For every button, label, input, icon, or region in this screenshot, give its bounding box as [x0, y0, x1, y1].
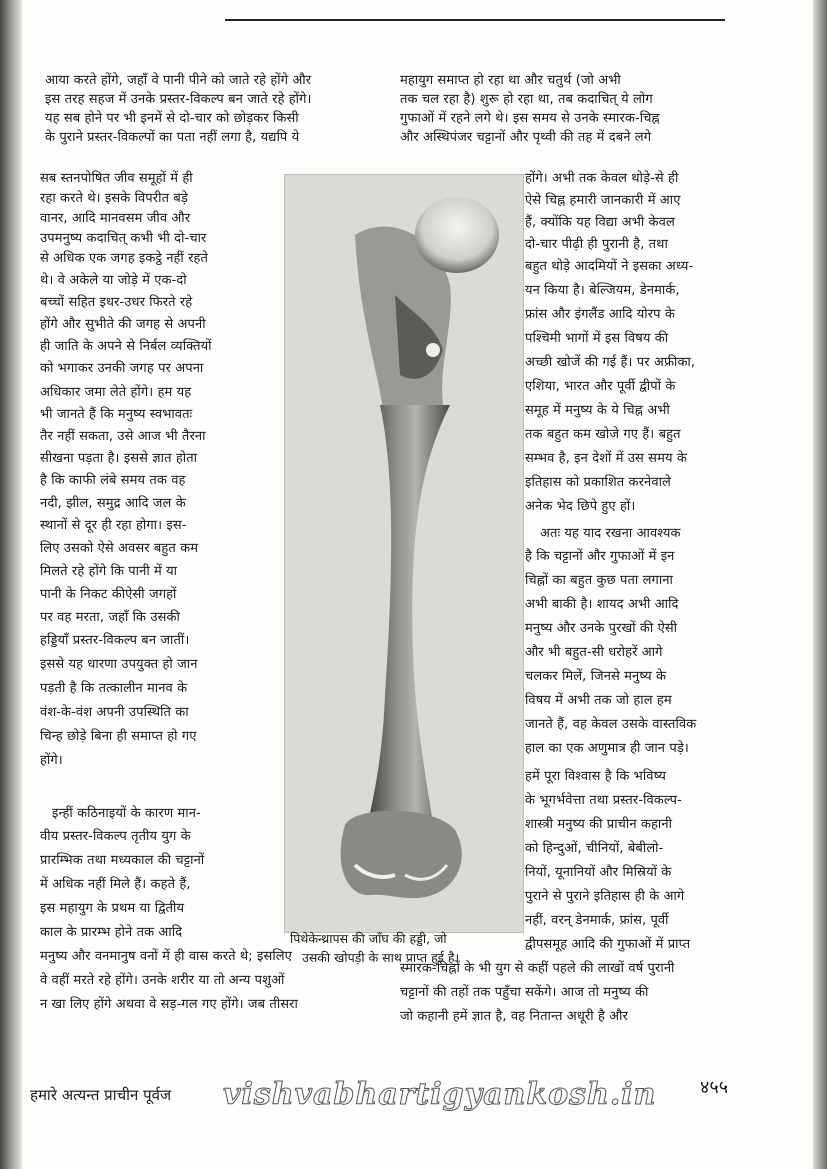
text-line: अधिकार जमा लेते होंगे। हम यह [40, 385, 192, 400]
text-line: लिए उसको ऐसे अवसर बहुत कम [40, 541, 199, 556]
text-line: चलकर मिलें, जिनसे मनुष्य के [525, 669, 667, 684]
text-line: महायुग समाप्त हो रहा था और चतुर्थ (जो अभी [400, 73, 621, 88]
text-line: नहीं, वरन् डेनमार्क, फ्रांस, पूर्वी [525, 913, 669, 928]
text-line: और अस्थिपंजर चट्टानों और पृथ्वी की तह में दबने लगे [400, 130, 652, 145]
text-line: इतिहास को प्रकाशित करनेवाले [525, 475, 671, 490]
text-line: अभी बाकी है। शायद अभी आदि [525, 597, 679, 612]
text-line: यह सब होने पर भी इनमें से दो-चार को छोड़कर किसी [45, 111, 299, 126]
text-line: है कि काफी लंबे समय तक वह [40, 473, 186, 488]
text-line: अतः यह याद रखना आवश्यक [540, 526, 681, 541]
text-line: ऐसे चिह्न हमारी जानकारी में आए [525, 193, 681, 208]
figure-caption-line: पिथेकेन्थ्रापस की जाँघ की हड्डी, जो [290, 931, 447, 946]
text-line: सम्भव है, इन देशों में उस समय के [525, 451, 687, 466]
text-line: पड़ती है कि तत्कालीन मानव के [40, 681, 188, 696]
text-line: तक बहुत कम खोजे गए हैं। बहुत [525, 427, 681, 442]
text-line: चिन्ह छोड़े बिना ही समाप्त हो गए [40, 729, 197, 744]
text-line: इन्हीं कठिनाइयों के कारण मान- [52, 806, 201, 821]
text-line: मनुष्य और उनके पुरखों की ऐसी [525, 621, 678, 636]
text-line: चट्टानों की तहों तक पहुँचा सकेंगे। आज तो मनुष्य की [400, 985, 649, 1000]
text-line: समूह में मनुष्य के ये चिह्न अभी [525, 403, 670, 418]
text-line: विषय में अभी तक जो हाल हम [525, 693, 672, 708]
text-line: और भी बहुत-सी धरोहरें आगे [525, 645, 663, 660]
text-line: मिलते रहे होंगे कि पानी में या [40, 564, 178, 579]
text-line: उपमनुष्य कदाचित् कभी भी दो-चार [40, 231, 207, 246]
text-line: शास्त्री मनुष्य की प्राचीन कहानी [525, 817, 673, 832]
text-line: बहुत थोड़े आदमियों ने इसका अध्य- [525, 259, 694, 274]
text-line: जो कहानी हमें ज्ञात है, वह नितान्त अधूरी है और [400, 1009, 628, 1024]
text-line: एशिया, भारत और पूर्वी द्वीपों के [525, 379, 676, 394]
text-line: आया करते होंगे, जहाँ वे पानी पीने को जाते रहे होंगे और [45, 73, 312, 88]
top-rule [225, 19, 725, 21]
text-line: होंगे। [40, 753, 63, 768]
text-line: पश्चिमी भागों में इस विषय की [525, 331, 669, 346]
text-line: प्रारम्भिक तथा मध्यकाल की चट्टानों [40, 853, 205, 868]
text-line: मनुष्य और वनमानुष वनों में ही वास करते थे; इसलिए [40, 949, 292, 964]
text-line: नदी, झील, समुद्र आदि जल के [40, 496, 186, 511]
text-line: पानी के निकट कीऐसी जगहों [40, 587, 177, 602]
text-line: वे वहीं मरते रहे होंगे। उनके शरीर या तो अन्य पशुओं [40, 973, 285, 988]
text-line: भी जानते हैं कि मनुष्य स्वभावतः [40, 407, 193, 422]
text-line: चिह्नों का बहुत कुछ पता लगाना [525, 573, 673, 588]
text-line: तक चल रहा है) शुरू हो रहा था, तब कदाचित् ये लोग [400, 92, 653, 107]
text-line: के पुराने प्रस्तर-विकल्पों का पता नहीं लगा है, यद्यपि ये [45, 130, 300, 145]
femur-bone-icon [285, 175, 523, 932]
text-line: काल के प्रारम्भ होने तक आदि [40, 925, 183, 940]
text-line: स्थानों से दूर ही रहा होगा। इस- [40, 518, 187, 533]
text-line: अच्छी खोजें की गई हैं। पर अफ्रीका, [525, 355, 696, 370]
text-line: स्मारक-चिह्नों के भी युग से कहीं पहले की लाखों वर्ष पुरानी [400, 961, 675, 976]
text-line: को भगाकर उनकी जगह पर अपना [40, 361, 204, 376]
watermark: vishvabhartigyankosh.in [223, 1077, 657, 1112]
femur-bone-figure [284, 174, 524, 933]
text-line: गुफाओं में रहने लगे थे। इस समय से उनके स्मारक-चिह्न [400, 111, 660, 126]
text-line: सीखना पड़ता है। इससे ज्ञात होता [40, 451, 198, 466]
running-title: हमारे अत्यन्त प्राचीन पूर्वज [30, 1086, 172, 1104]
text-line: दो-चार पीढ़ी ही पुरानी है, तथा [525, 237, 668, 252]
text-line: वंश-के-वंश अपनी उपस्थिति का [40, 705, 189, 720]
text-line: जानते हैं, वह केवल उसके वास्तविक [525, 717, 697, 732]
text-line: द्वीपसमूह आदि की गुफाओं में प्राप्त [525, 937, 691, 952]
text-line: पुराने से पुराने इतिहास ही के आगे [525, 889, 685, 904]
text-line: पर वह मरता, जहाँ कि उसकी [40, 610, 180, 625]
text-line: से अधिक एक जगह इकट्ठे नहीं रहते [40, 251, 209, 266]
text-line: के भूगर्भवेत्ता तथा प्रस्तर-विकल्प- [525, 793, 682, 808]
text-line: इस तरह सहज में उनके प्रस्तर-विकल्प बन जाते रहे होंगे। [45, 92, 312, 107]
text-line: अनेक भेद छिपे हुए हों। [525, 499, 636, 514]
text-line: रहा करते थे। इसके विपरीत बड़े [40, 191, 188, 206]
text-line: हैं, क्योंकि यह विद्या अभी केवल [525, 215, 675, 230]
scan-page-edge-left [0, 0, 22, 1169]
text-line: होंगे। अभी तक केवल थोड़े-से ही [525, 171, 679, 186]
text-line: थे। वे अकेले या जोड़े में एक-दो [40, 273, 187, 288]
text-line: नियों, यूनानियों और मिस्रियों के [525, 865, 672, 880]
text-line: सब स्तनपोषित जीव समूहों में ही [40, 171, 193, 186]
text-line: वानर, आदि मानवसम जीव और [40, 211, 191, 226]
text-line: हमें पूरा विश्वास है कि भविष्य [525, 769, 666, 784]
text-line: हड्डियाँ प्रस्तर-विकल्प बन जातीं। [40, 633, 190, 648]
text-line: वीय प्रस्तर-विकल्प तृतीय युग के [40, 829, 191, 844]
text-line: है कि चट्टानों और गुफाओं में इन [525, 549, 675, 564]
text-line: ही जाति के अपने से निर्बल व्यक्तियों [40, 339, 212, 354]
text-line: हाल का एक अणुमात्र ही जान पड़े। [525, 741, 689, 756]
page-number: ४५५ [700, 1077, 729, 1098]
text-line: बच्चों सहित इधर-उधर फिरते रहे [40, 295, 193, 310]
figure-caption-line: उसकी खोपड़ी के साथ प्राप्त हुई है। [302, 950, 460, 965]
text-line: न खा लिए होंगे अथवा वे सड़-गल गए होंगे। जब तीसरा [40, 997, 298, 1012]
text-line: फ्रांस और इंगलैंड आदि योरप के [525, 307, 675, 322]
scan-page-edge-right [813, 0, 827, 1169]
text-line: को हिन्दुओं, चीनियों, बेबीलो- [525, 841, 664, 856]
text-line: तैर नहीं सकता, उसे आज भी तैरना [40, 429, 206, 444]
text-line: इस महायुग के प्रथम या द्वितीय [40, 901, 185, 916]
text-line: होंगे और सुभीते की जगह से अपनी [40, 317, 206, 332]
text-line: इससे यह धारणा उपयुक्त हो जान [40, 657, 198, 672]
text-line: यन किया है। बेल्जियम, डेनमार्क, [525, 283, 680, 298]
text-line: में अधिक नहीं मिले हैं। कहते हैं, [40, 877, 191, 892]
